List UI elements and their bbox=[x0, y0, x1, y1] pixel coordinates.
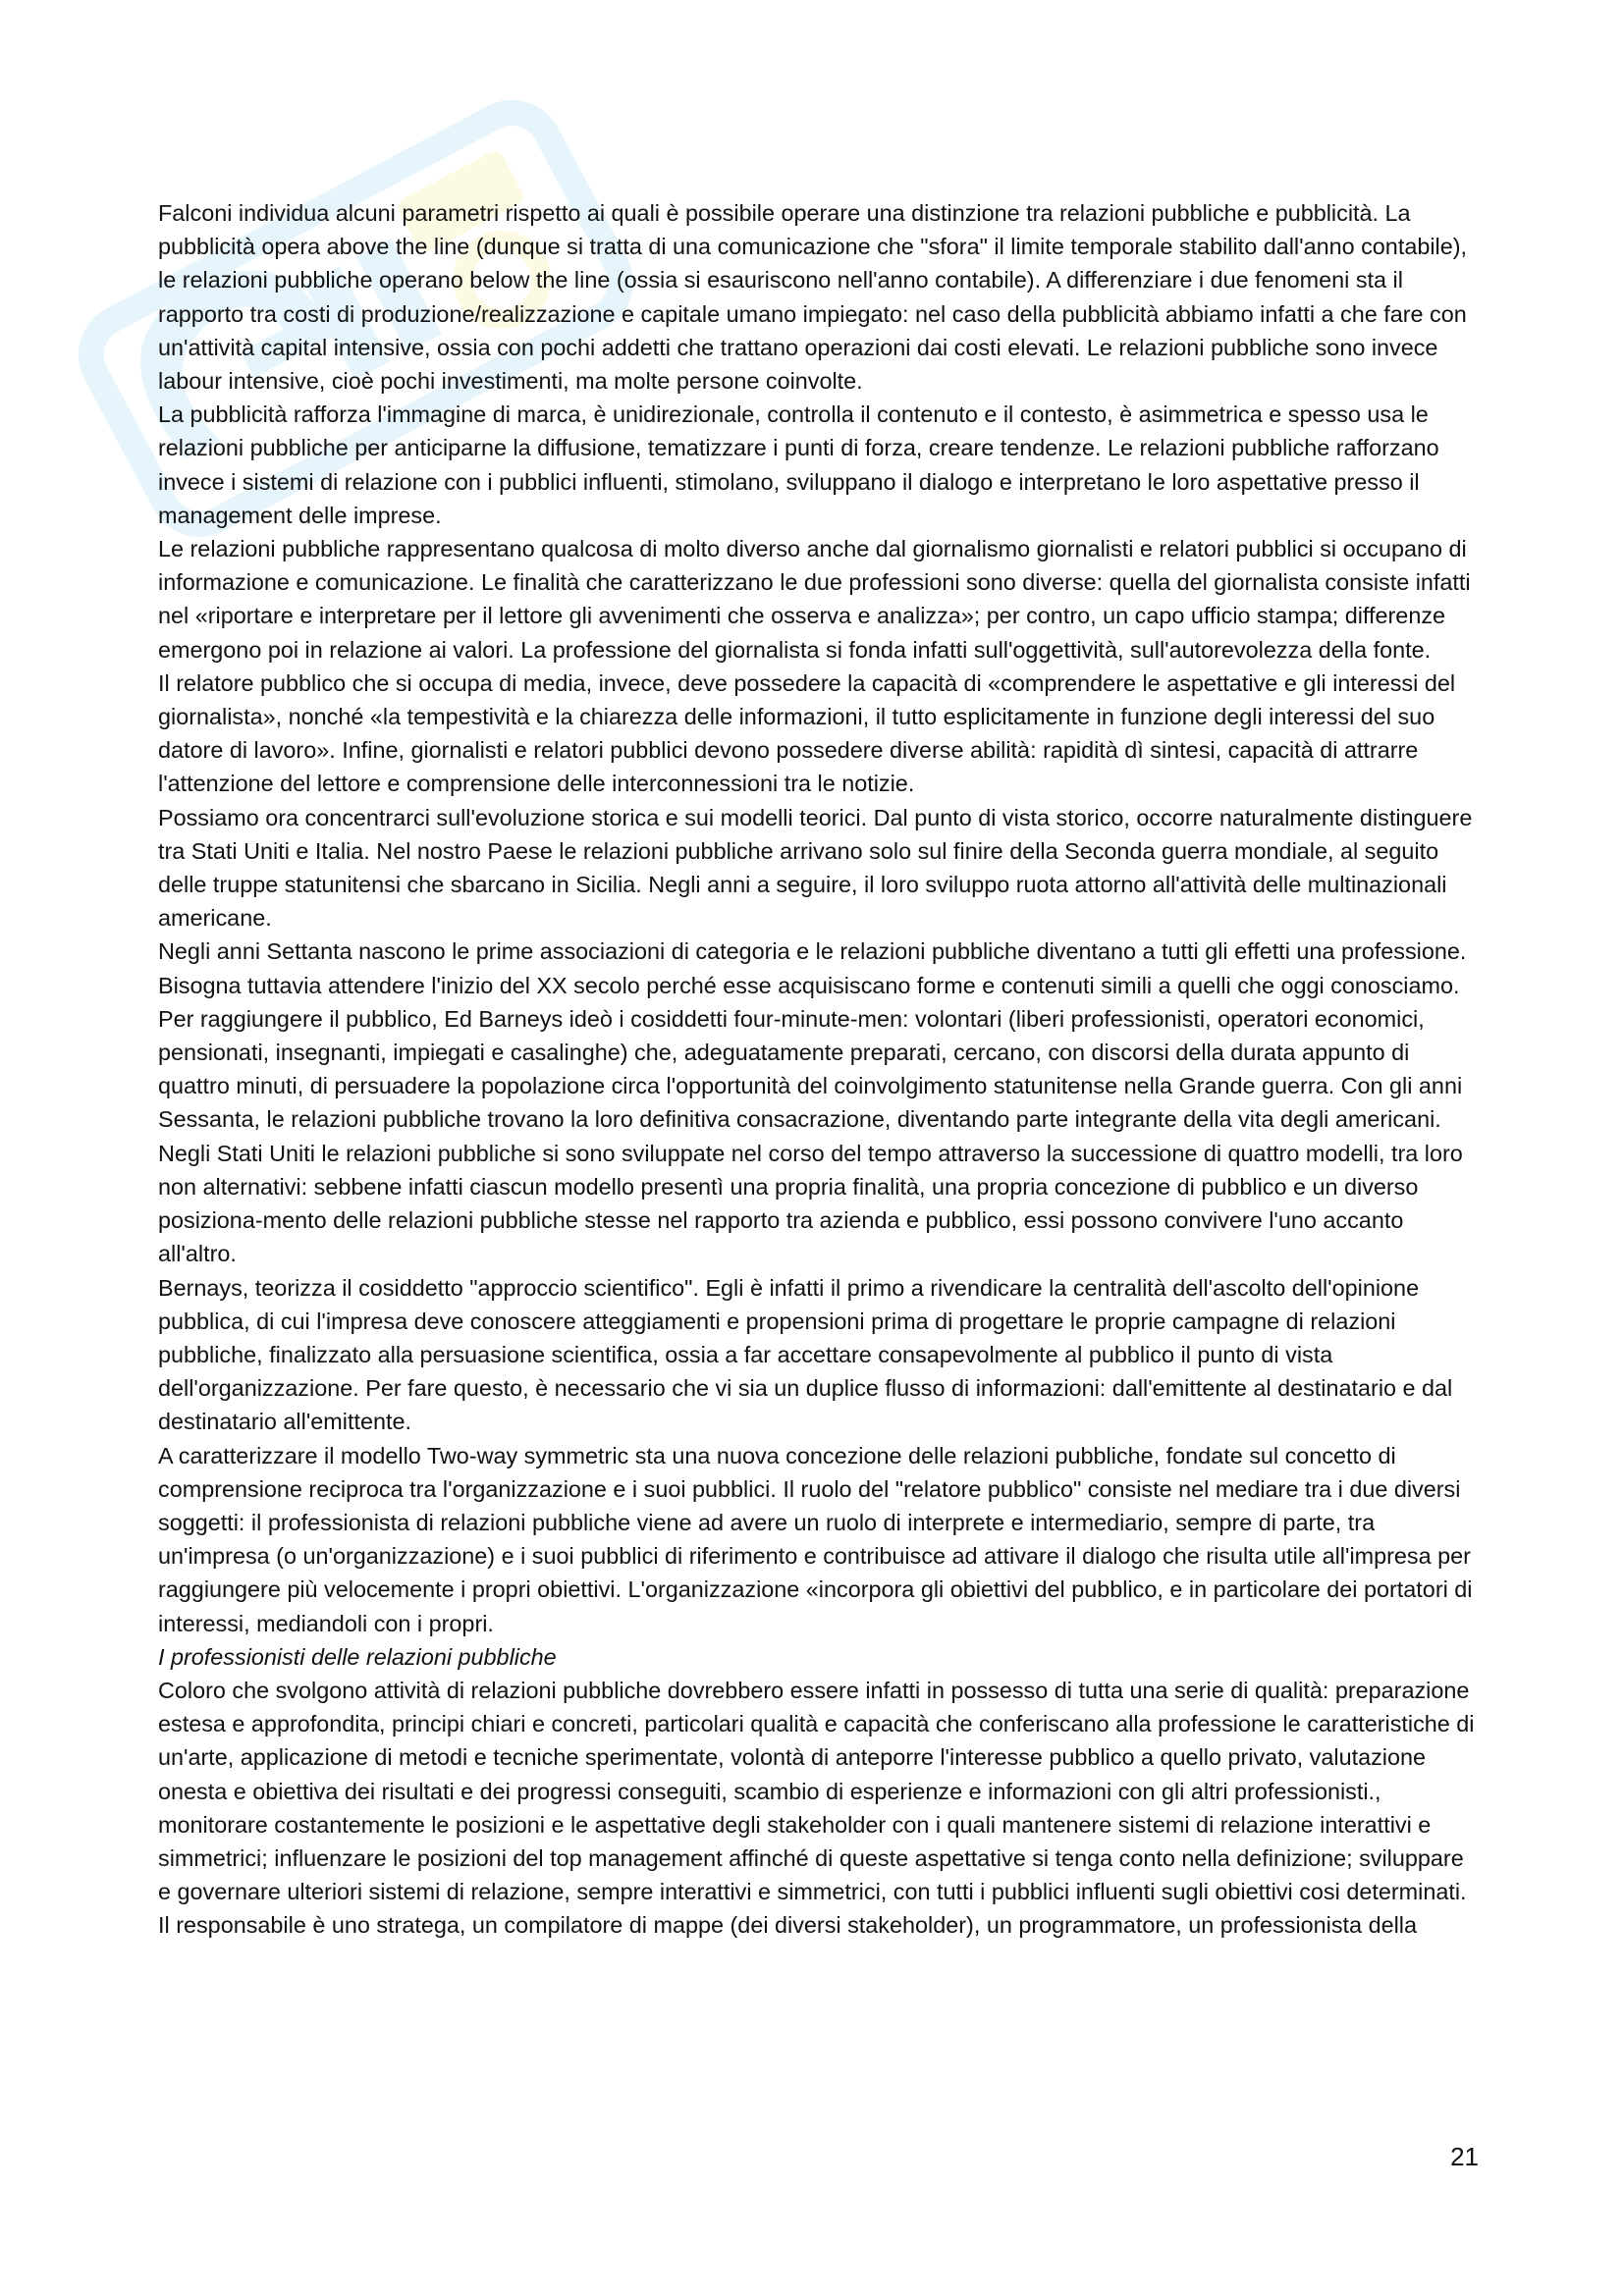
paragraph: Coloro che svolgono attività di relazioni pubbliche dovrebbero essere infatti in possesso di tutta una serie di qualità: preparazione estesa e approfondita, principi chiari e concreti, particolari qualità e capacità che conferiscano alla professione le caratteristiche di un'arte, applicazione di metodi e tecniche sperimentate, volontà di anteporre l'interesse pubblico a quello privato, valutazione onesta e obiettiva dei risultati e dei progressi conseguiti, scambio di esperienze e informazioni con gli altri professionisti., monitorare costantemente le posizioni e le aspettative degli stakeholder con i quali mantenere sistemi di relazione interattivi e simmetrici; influenzare le posizioni del top management affinché di queste aspettative si tenga conto nella definizione; sviluppare e governare ulteriori sistemi di relazione, sempre interattivi e simmetrici, con tutti i pubblici influenti sugli obiettivi cosi determinati. Il responsabile è uno stratega, un compilatore di mappe (dei diversi stakeholder), un programmatore, un professionista della bbox=[158, 1677, 1475, 1939]
page-number: 21 bbox=[1450, 2142, 1479, 2171]
paragraph: Le relazioni pubbliche rappresentano qualcosa di molto diverso anche dal giornalismo giornalisti e relatori pubblici si occupano di informazione e comunicazione. Le finalità che caratterizzano le due professioni sono diverse: quella del giornalista consiste infatti nel «riportare e interpretare per il lettore gli avvenimenti che osserva e analizza»; per contro, un capo ufficio stampa; differenze emergono poi in relazione ai valori. La professione del giornalista si fonda infatti sull'oggettività, sull'autorevolezza della fonte. bbox=[158, 536, 1471, 663]
paragraph: Per raggiungere il pubblico, Ed Barneys ideò i cosiddetti four-minute-men: volontari (liberi professionisti, operatori economici, pensionati, insegnanti, impiegati e casalinghe) che, adeguatamente preparati, cercano, con discorsi della durata appunto di quattro minuti, di persuadere la popolazione circa l'opportunità del coinvolgimento statunitense nella Grande guerra. Con gli anni Sessanta, le relazioni pubbliche trovano la loro definitiva consacrazione, diventando parte integrante della vita degli americani. bbox=[158, 1005, 1463, 1133]
paragraph: La pubblicità rafforza l'immagine di marca, è unidirezionale, controlla il contenuto e il contesto, è asimmetrica e spesso usa le relazioni pubbliche per anticiparne la diffusione, tematizzare i punti di forza, creare tendenze. Le relazioni pubbliche rafforzano invece i sistemi di relazione con i pubblici influenti, stimolano, sviluppano il dialogo e interpretano le loro aspettative presso il management delle imprese. bbox=[158, 401, 1439, 528]
section-heading: I professionisti delle relazioni pubbliche bbox=[158, 1643, 557, 1670]
paragraph: Falconi individua alcuni parametri rispetto ai quali è possibile operare una distinzione tra relazioni pubbliche e pubblicità. La pubblicità opera above the line (dunque si tratta di una comunicazione che "sfora" il limite temporale stabilito dall'anno contabile), le relazioni pubbliche operano below the line (ossia si esauriscono nell'anno contabile). A differenziare i due fenomeni sta il rapporto tra costi di produzione/realizzazione e capitale umano impiegato: nel caso della pubblicità abbiamo infatti a che fare con un'attività capital intensive, ossia con pochi addetti che trattano operazioni dai costi elevati. Le relazioni pubbliche sono invece labour intensive, cioè pochi investimenti, ma molte persone coinvolte. bbox=[158, 200, 1468, 395]
paragraph: Il relatore pubblico che si occupa di media, invece, deve possedere la capacità di «comprendere le aspettative e gli interessi del giornalista», nonché «la tempestività e la chiarezza delle informazioni, il tutto esplicitamente in funzione degli interessi del suo datore di lavoro». Infine, giornalisti e relatori pubblici devono possedere diverse abilità: rapidità dì sintesi, capacità di attrarre l'attenzione del lettore e comprensione delle interconnessioni tra le notizie. bbox=[158, 669, 1456, 797]
page-body bbox=[158, 196, 1479, 1943]
paragraph: A caratterizzare il modello Two-way symmetric sta una nuova concezione delle relazioni pubbliche, fondate sul concetto di comprensione reciproca tra l'organizzazione e i suoi pubblici. Il ruolo del "relatore pubblico" consiste nel mediare tra i due diversi soggetti: il professionista di relazioni pubbliche viene ad avere un ruolo di interprete e intermediario, sempre di parte, tra un'impresa (o un'organizzazione) e i suoi pubblici di riferimento e contribuisce ad attivare il dialogo che risulta utile all'impresa per raggiungere più velocemente i propri obiettivi. L'organizzazione «incorpora gli obiettivi del pubblico, e in particolare dei portatori di interessi, mediandoli con i propri. bbox=[158, 1442, 1473, 1636]
paragraph: Bernays, teorizza il cosiddetto "approccio scientifico". Egli è infatti il primo a rivendicare la centralità dell'ascolto dell'opinione pubblica, di cui l'impresa deve conoscere atteggiamenti e propensioni prima di progettare le proprie campagne di relazioni pubbliche, finalizzato alla persuasione scientifica, ossia a far accettare consapevolmente al pubblico il punto di vista dell'organizzazione. Per fare questo, è necessario che vi sia un duplice flusso di informazioni: dall'emittente al destinatario e dal destinatario all'emittente. bbox=[158, 1274, 1453, 1435]
paragraph: Negli anni Settanta nascono le prime associazioni di categoria e le relazioni pubbliche diventano a tutti gli effetti una professione. Bisogna tuttavia attendere l'inizio del XX secolo perché esse acquisiscano forme e contenuti simili a quelli che oggi conosciamo. bbox=[158, 938, 1467, 998]
paragraph: Possiamo ora concentrarci sull'evoluzione storica e sui modelli teorici. Dal punto di vista storico, occorre naturalmente distinguere tra Stati Uniti e Italia. Nel nostro Paese le relazioni pubbliche arrivano solo sul finire della Seconda guerra mondiale, al seguito delle truppe statunitensi che sbarcano in Sicilia. Negli anni a seguire, il loro sviluppo ruota attorno all'attività delle multinazionali americane. bbox=[158, 804, 1473, 932]
paragraph: Negli Stati Uniti le relazioni pubbliche si sono sviluppate nel corso del tempo attraverso la successione di quattro modelli, tra loro non alternativi: sebbene infatti ciascun modello presentì una propria finalità, una propria concezione di pubblico e un diverso posiziona-mento delle relazioni pubbliche stesse nel rapporto tra azienda e pubblico, essi possono convivere l'uno accanto all'altro. bbox=[158, 1140, 1463, 1267]
